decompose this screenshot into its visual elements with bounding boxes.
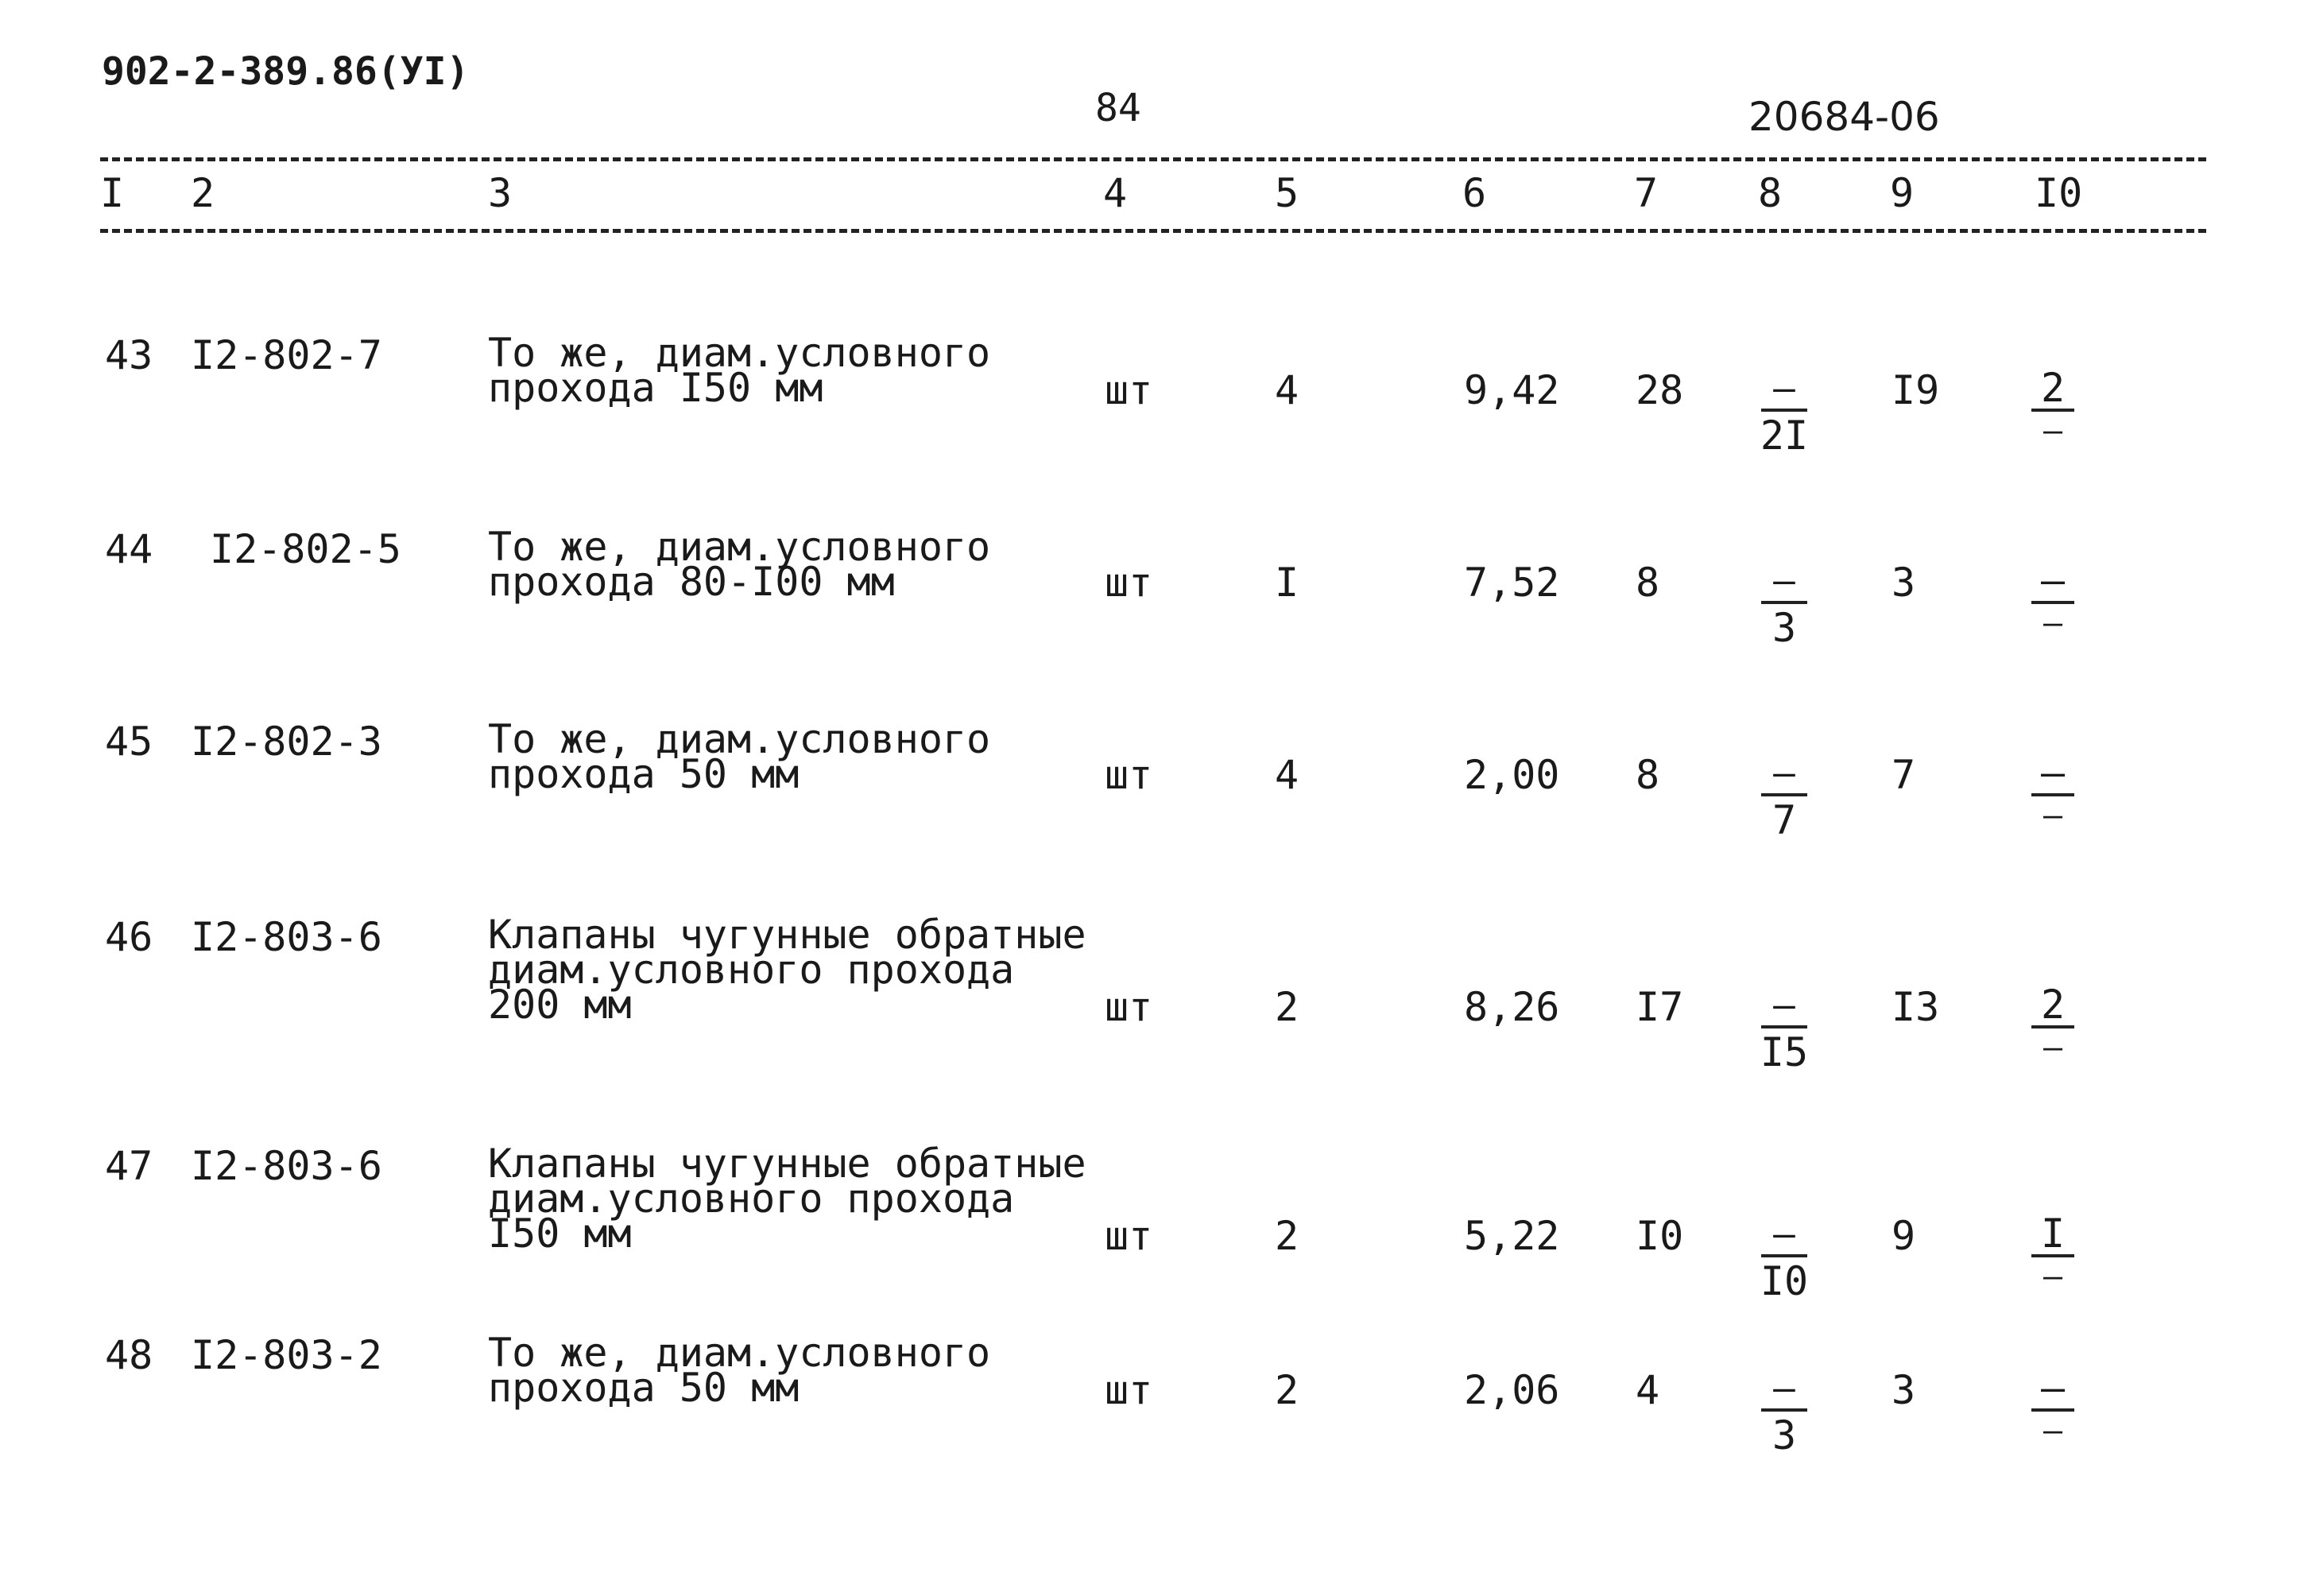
- table-row: [0, 912, 2300, 1092]
- row-unit: шт: [1105, 1213, 1153, 1259]
- row-col9: I3: [1891, 984, 1940, 1030]
- row-col8-bottom: 7: [1771, 797, 1797, 843]
- row-code: I2-803-2: [191, 1332, 382, 1378]
- row-quantity: I: [1275, 560, 1299, 606]
- row-col8-bottom: 3: [1771, 605, 1797, 651]
- row-unit: шт: [1105, 752, 1153, 798]
- row-col10-fraction: [2025, 365, 2081, 449]
- row-quantity: 2: [1275, 1367, 1299, 1413]
- row-col8-fraction: [1756, 983, 1812, 1075]
- column-header-5: 5: [1275, 170, 1299, 216]
- column-header-4: 4: [1103, 170, 1128, 216]
- row-col9: 9: [1891, 1213, 1916, 1259]
- row-col8-top: –: [1773, 1212, 1795, 1255]
- row-quantity: 4: [1275, 752, 1299, 798]
- column-header-8: 8: [1758, 170, 1783, 216]
- row-code: I2-802-7: [191, 332, 382, 378]
- page-number: 84: [1095, 86, 1141, 130]
- row-col8-top: –: [1773, 983, 1795, 1026]
- column-header-1: I: [100, 170, 125, 216]
- row-unit: шт: [1105, 367, 1153, 413]
- row-description: То же, диам.условного прохода 80-I00 мм: [488, 524, 991, 605]
- row-code: I2-802-5: [210, 526, 401, 572]
- row-col8-bottom: I0: [1760, 1258, 1809, 1304]
- row-col8-bottom: 3: [1771, 1412, 1797, 1458]
- row-col10-fraction: [2025, 557, 2081, 641]
- handwritten-number: 20684-06: [1748, 94, 1940, 140]
- row-col10-top: –: [2040, 557, 2066, 603]
- table-row: [0, 1141, 2300, 1321]
- row-col7: 8: [1636, 560, 1660, 606]
- row-col8-top: –: [1773, 366, 1795, 409]
- row-description: То же, диам.условного прохода I50 мм: [488, 330, 991, 411]
- column-header-6: 6: [1462, 170, 1487, 216]
- row-col10-fraction: [2025, 1365, 2081, 1449]
- row-col7: 8: [1636, 752, 1660, 798]
- row-col7: 4: [1636, 1367, 1660, 1413]
- row-col10-bottom: –: [2043, 1412, 2063, 1449]
- row-quantity: 4: [1275, 367, 1299, 413]
- row-col8-fraction: [1756, 751, 1812, 843]
- row-code: I2-803-6: [191, 914, 382, 960]
- column-header-9: 9: [1890, 170, 1915, 216]
- row-col7: I7: [1636, 984, 1684, 1030]
- row-col10-fraction: [2025, 982, 2081, 1066]
- row-col10-bottom: –: [2043, 1029, 2063, 1066]
- column-header-2: 2: [191, 170, 215, 216]
- row-position: 45: [105, 719, 153, 765]
- table-row: [0, 716, 2300, 897]
- row-col9: 7: [1891, 752, 1916, 798]
- row-col10-top: –: [2040, 750, 2066, 796]
- row-description: То же, диам.условного прохода 50 мм: [488, 716, 991, 797]
- row-position: 47: [105, 1143, 153, 1189]
- row-col9: 3: [1891, 1367, 1916, 1413]
- row-col8-fraction: [1756, 366, 1812, 459]
- row-col8-bottom: 2I: [1760, 413, 1809, 459]
- document-code: 902-2-389.86(УI): [102, 49, 470, 94]
- row-col10-fraction: [2025, 1211, 2081, 1295]
- row-mass: 7,52: [1464, 560, 1560, 606]
- row-position: 46: [105, 914, 153, 960]
- row-col7: I0: [1636, 1213, 1684, 1259]
- row-description: Клапаны чугунные обратные диам.условного прохода I50 мм: [488, 1141, 1086, 1257]
- row-col8-fraction: [1756, 1212, 1812, 1304]
- table-row: [0, 330, 2300, 510]
- row-col8-bottom: I5: [1760, 1029, 1809, 1075]
- header-bottom-rule: [100, 229, 2206, 233]
- row-col10-fraction: [2025, 750, 2081, 834]
- row-position: 44: [105, 526, 153, 572]
- column-header-7: 7: [1634, 170, 1659, 216]
- row-col10-bottom: –: [2043, 605, 2063, 641]
- column-header-10: I0: [2035, 170, 2083, 216]
- row-mass: 8,26: [1464, 984, 1560, 1030]
- table-row: [0, 1330, 2300, 1510]
- row-col10-top: 2: [2040, 982, 2066, 1028]
- row-description: То же, диам.условного прохода 50 мм: [488, 1330, 991, 1411]
- row-col7: 28: [1636, 367, 1684, 413]
- column-header-3: 3: [488, 170, 513, 216]
- row-col8-top: –: [1773, 559, 1795, 602]
- row-mass: 2,00: [1464, 752, 1560, 798]
- row-description: Клапаны чугунные обратные диам.условного прохода 200 мм: [488, 912, 1086, 1028]
- header-top-rule: [100, 157, 2206, 161]
- row-col10-bottom: –: [2043, 413, 2063, 449]
- row-col8-fraction: [1756, 559, 1812, 651]
- row-col10-top: 2: [2040, 365, 2066, 411]
- row-code: I2-803-6: [191, 1143, 382, 1189]
- row-col8-top: –: [1773, 1366, 1795, 1409]
- row-col10-top: –: [2040, 1365, 2066, 1411]
- row-position: 48: [105, 1332, 153, 1378]
- row-col8-top: –: [1773, 751, 1795, 794]
- row-mass: 9,42: [1464, 367, 1560, 413]
- row-col9: 3: [1891, 560, 1916, 606]
- row-col10-top: I: [2040, 1211, 2066, 1257]
- table-row: [0, 524, 2300, 704]
- row-col9: I9: [1891, 367, 1940, 413]
- row-mass: 5,22: [1464, 1213, 1560, 1259]
- row-col10-bottom: –: [2043, 1258, 2063, 1295]
- row-col10-bottom: –: [2043, 797, 2063, 834]
- row-unit: шт: [1105, 984, 1153, 1030]
- row-quantity: 2: [1275, 1213, 1299, 1259]
- row-quantity: 2: [1275, 984, 1299, 1030]
- row-unit: шт: [1105, 1367, 1153, 1413]
- row-code: I2-802-3: [191, 719, 382, 765]
- row-mass: 2,06: [1464, 1367, 1560, 1413]
- row-col8-fraction: [1756, 1366, 1812, 1458]
- row-unit: шт: [1105, 560, 1153, 606]
- row-position: 43: [105, 332, 153, 378]
